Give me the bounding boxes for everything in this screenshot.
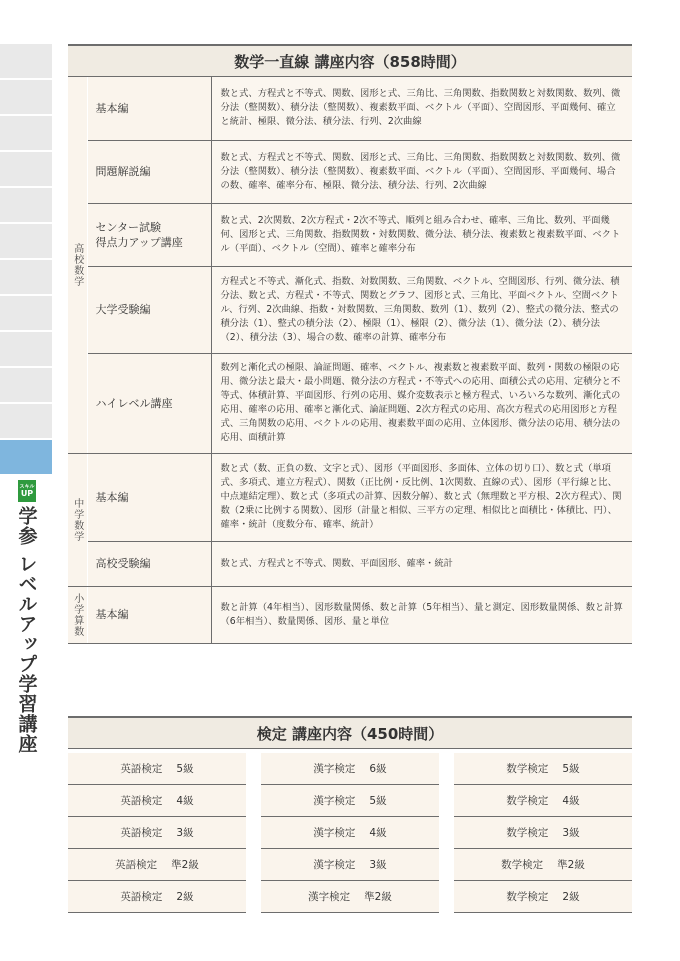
side-tab (0, 80, 52, 114)
course-content: 数と式、2次関数、2次方程式・2次不等式、順列と組み合わせ、確率、三角比、数列、平面幾何、図形と式、三角関数、指数関数・対数関数、微分法、積分法、複素数と複素数平面、ベクトル（平面）、ベクトル（空間）、確率と確率分布 (211, 203, 632, 266)
side-label-text: 学参 レベルアップ学習講座 (15, 506, 38, 754)
list-item (68, 785, 246, 817)
list-item (68, 849, 246, 881)
side-tab (0, 188, 52, 222)
side-tab (0, 332, 52, 366)
kentei-subject: 数学検定 (506, 763, 549, 775)
kentei-subject: 英語検定 (120, 795, 163, 807)
course-name-text: 得点力アップ講座 (95, 235, 183, 249)
kentei-grade: 2級 (562, 891, 580, 903)
kentei-subject: 英語検定 (120, 763, 163, 775)
kentei-subject: 数学検定 (506, 891, 549, 903)
table-row (68, 77, 632, 140)
kentei-grade: 3級 (176, 827, 194, 839)
kentei-subject: 英語検定 (120, 827, 163, 839)
group-label: 中学数学 (71, 497, 83, 542)
group-cell-junior-high (68, 453, 87, 586)
kentei-column-kanji (261, 753, 439, 913)
kentei-grade: 3級 (562, 827, 580, 839)
kentei-grade: 4級 (562, 795, 580, 807)
math-panel-title: 数学一直線 講座内容（858時間） (68, 44, 632, 77)
group-label: 高校数学 (71, 242, 83, 287)
side-label (4, 480, 50, 754)
course-name (87, 203, 211, 266)
skill-up-icon (18, 480, 36, 502)
table-row (68, 586, 632, 643)
kentei-grade: 準2級 (557, 859, 585, 871)
list-item (261, 753, 439, 785)
course-content: 数と式、方程式と不等式、関数、平面図形、確率・統計 (211, 541, 632, 586)
kentei-column-math (454, 753, 632, 913)
group-label: 小学算数 (71, 592, 83, 637)
list-item (454, 817, 632, 849)
side-tab (0, 116, 52, 150)
kentei-grade: 6級 (369, 763, 387, 775)
list-item (261, 849, 439, 881)
table-row (68, 353, 632, 453)
kentei-grid (68, 753, 632, 913)
side-tab (0, 260, 52, 294)
course-name (87, 453, 211, 541)
course-name (87, 586, 211, 643)
list-item (454, 753, 632, 785)
list-item (68, 753, 246, 785)
course-name (87, 266, 211, 353)
list-item (68, 817, 246, 849)
kentei-grade: 3級 (369, 859, 387, 871)
kentei-subject: 漢字検定 (313, 763, 356, 775)
kentei-subject: 数学検定 (501, 859, 544, 871)
side-tab-active (0, 440, 52, 474)
math-course-panel (68, 44, 632, 644)
kentei-subject: 漢字検定 (313, 795, 356, 807)
table-row (68, 453, 632, 541)
course-name-text: 高校受験編 (95, 557, 151, 570)
side-tab (0, 224, 52, 258)
kentei-subject: 数学検定 (506, 795, 549, 807)
kentei-grade: 5級 (562, 763, 580, 775)
kentei-grade: 準2級 (171, 859, 199, 871)
course-name (87, 541, 211, 586)
kentei-course-panel (68, 716, 632, 913)
course-name-text: 基本編 (95, 608, 129, 621)
course-content: 数と式、方程式と不等式、関数、図形と式、三角比、三角関数、指数関数と対数関数、数列、微分法（整関数）、積分法（整関数）、複素数平面、ベクトル（平面）、空間図形、平面幾何、確立と統計、極限、微分法、積分法、行列、2次曲線 (211, 77, 632, 140)
kentei-subject: 英語検定 (115, 859, 158, 871)
kentei-column-english (68, 753, 246, 913)
side-tab (0, 152, 52, 186)
course-name-text: 基本編 (95, 490, 129, 504)
group-cell-high-school (68, 77, 87, 453)
course-content: 数と計算（4年相当）、図形数量関係、数と計算（5年相当）、量と測定、図形数量関係、数と計算（6年相当）、数量関係、図形、量と単位 (211, 586, 632, 643)
course-content: 数と式（数、正負の数、文字と式）、図形（平面図形、多面体、立体の切り口）、数と式（単項式、多項式、連立方程式）、関数（正比例・反比例、1次関数、直線の式）、図形（平行線と比、中点連結定理）、数と式（多項式の計算、因数分解）、数と式（無理数と平方根、2次方程式）、関数（2乗に比例する関数）、図形（計量と相似、三平方の定理、相似比と面積比・体積比、円）、確率・統計（度数分布、確率、統計） (211, 453, 632, 541)
math-course-table (68, 77, 632, 644)
list-item (454, 849, 632, 881)
side-tab (0, 404, 52, 438)
course-name (87, 140, 211, 203)
kentei-subject: 漢字検定 (313, 859, 356, 871)
kentei-grade: 5級 (176, 763, 194, 775)
kentei-grade: 2級 (176, 891, 194, 903)
course-name (87, 353, 211, 453)
course-name-text: 基本編 (95, 101, 129, 115)
kentei-subject: 英語検定 (120, 891, 163, 903)
kentei-grade: 準2級 (364, 891, 392, 903)
kentei-subject: 数学検定 (506, 827, 549, 839)
skill-up-icon-main: UP (20, 488, 34, 498)
list-item (454, 881, 632, 913)
list-item (261, 817, 439, 849)
course-content: 数と式、方程式と不等式、関数、図形と式、三角比、三角関数、指数関数と対数関数、数列、微分法（整関数）、積分法（整関数）、複素数平面、ベクトル（平面）、空間図形、平面幾何、場合の数、確率、確率分布、極限、微分法、積分法、行列、2次曲線 (211, 140, 632, 203)
table-row (68, 541, 632, 586)
list-item (261, 881, 439, 913)
kentei-panel-title: 検定 講座内容（450時間） (68, 716, 632, 749)
list-item (261, 785, 439, 817)
course-name-text: センター試験 (95, 220, 162, 234)
kentei-grade: 5級 (369, 795, 387, 807)
kentei-subject: 漢字検定 (313, 827, 356, 839)
list-item (68, 881, 246, 913)
side-tab (0, 368, 52, 402)
table-row (68, 203, 632, 266)
course-content: 方程式と不等式、漸化式、指数、対数関数、三角関数、ベクトル、空間図形、行列、微分法、積分法、数と式、方程式・不等式、関数とグラフ、図形と式、三角比、平面ベクトル、空間ベクトル、行列、2次曲線、指数・対数関数、三角関数、数列（1）、数列（2）、整式の微分法、整式の積分法（1）、整式の積分法（2）、極限（1）、極限（2）、微分法（1）、微分法（2）、積分法（2）、積分法（3）、場合の数、確率の計算、確率分布 (211, 266, 632, 353)
kentei-grade: 4級 (369, 827, 387, 839)
skill-up-icon-top: スキル (19, 483, 35, 490)
side-index-tabs (0, 44, 52, 476)
course-name-text: 大学受験編 (95, 303, 151, 316)
side-tab (0, 44, 52, 78)
table-row (68, 140, 632, 203)
course-name-text: 問題解説編 (95, 165, 151, 178)
group-cell-elementary (68, 586, 87, 643)
course-content: 数列と漸化式の極限、論証問題、確率、ベクトル、複素数と複素数平面、数列・関数の極限の応用、微分法と最大・最小問題、微分法の方程式・不等式への応用、面積公式の応用、定積分と不等式、体積計算、平面図形、行列の応用、媒介変数表示と極方程式、いろいろな数列、漸化式の応用、確率の応用、確率と漸化式、論証問題、2次方程式の応用、高次方程式の応用図形と方程式、三角関数の応用、ベクトルの応用、複素数平面の応用、立体図形、微分法の応用、積分法の応用、面積計算 (211, 353, 632, 453)
list-item (454, 785, 632, 817)
kentei-subject: 漢字検定 (308, 891, 351, 903)
kentei-grade: 4級 (176, 795, 194, 807)
table-row (68, 266, 632, 353)
course-name (87, 77, 211, 140)
side-tab (0, 296, 52, 330)
course-name-text: ハイレベル講座 (95, 396, 173, 410)
